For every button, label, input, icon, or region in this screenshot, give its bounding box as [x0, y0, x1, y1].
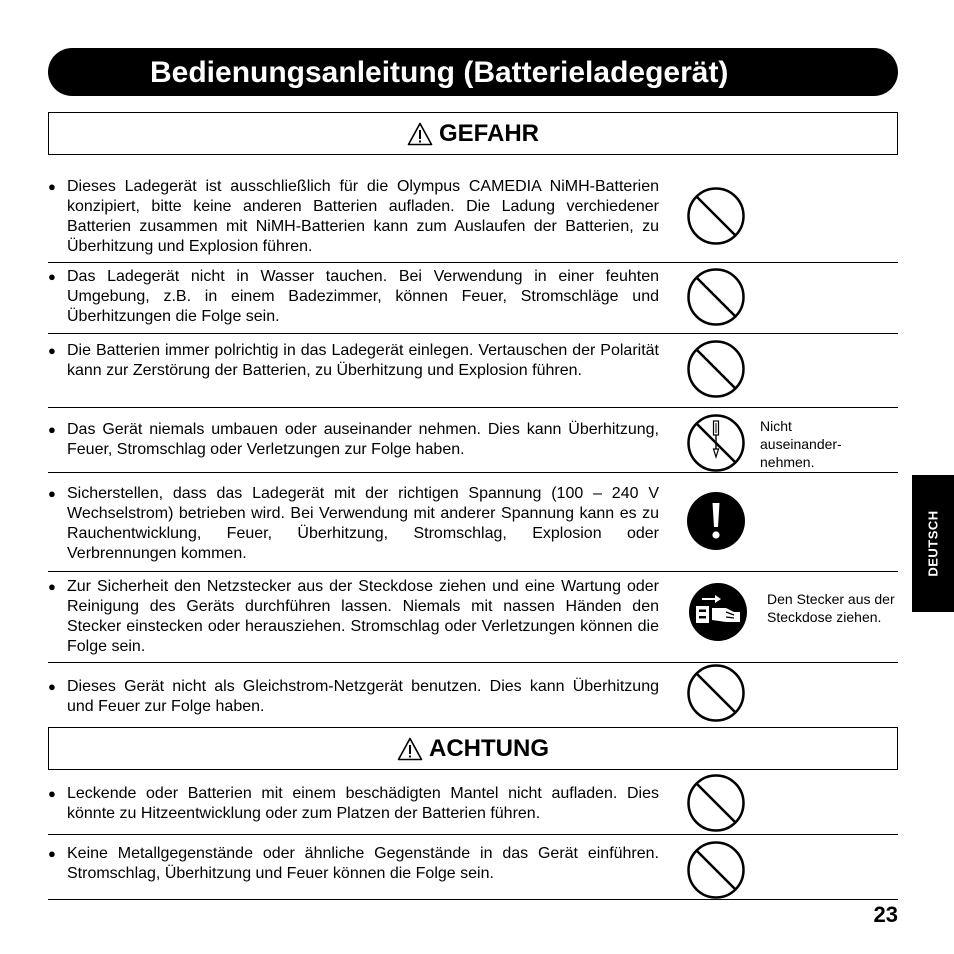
divider	[48, 333, 898, 334]
divider	[48, 571, 898, 572]
divider	[48, 407, 898, 408]
danger-item-7	[48, 677, 659, 717]
caution-item-2	[48, 844, 659, 884]
danger-item-4	[48, 420, 659, 460]
caution-section-header	[48, 727, 898, 770]
bullet: ●	[48, 579, 56, 594]
prohibited-icon	[686, 773, 746, 833]
prohibited-icon	[686, 339, 746, 399]
divider	[48, 472, 898, 473]
danger-item-4-text: Das Gerät niemals umbauen oder auseinander nehmen. Dies kann Überhitzung, Feuer, Stromschlag oder Verletzungen zur Folge haben.	[67, 421, 659, 458]
bullet: ●	[48, 422, 56, 437]
divider	[48, 834, 898, 835]
prohibited-icon	[686, 267, 746, 327]
bullet: ●	[48, 679, 56, 694]
mandatory-action-icon	[686, 491, 746, 551]
bullet: ●	[48, 486, 56, 501]
warning-triangle-icon	[407, 122, 433, 146]
bullet: ●	[48, 343, 56, 358]
divider	[48, 899, 898, 900]
bullet: ●	[48, 846, 56, 861]
title-banner	[48, 48, 898, 96]
page-number: 23	[873, 902, 898, 927]
caution-section-title: ACHTUNG	[429, 734, 549, 762]
danger-section-header	[48, 112, 898, 155]
warning-triangle-icon	[397, 737, 423, 761]
danger-section-title: GEFAHR	[438, 119, 539, 147]
danger-item-5	[48, 484, 659, 564]
danger-item-3	[48, 341, 659, 381]
divider	[48, 662, 898, 663]
caution-item-1	[48, 784, 659, 824]
danger-item-7-text: Dieses Gerät nicht als Gleichstrom-Netzgerät benutzen. Dies kann Überhitzung und Feuer zur Folge haben.	[67, 678, 659, 715]
bullet: ●	[48, 786, 56, 801]
no-disassembly-caption: Nicht auseinander-nehmen.	[760, 418, 842, 470]
danger-item-6	[48, 577, 659, 657]
caution-item-2-text: Keine Metallgegenstände oder ähnliche Gegenstände in das Gerät einführen. Stromschlag, Überhitzung und Feuer können die Folge sein.	[67, 845, 659, 882]
prohibited-icon	[686, 186, 746, 246]
divider	[48, 262, 898, 263]
language-tab-label: DEUTSCH	[925, 510, 941, 577]
danger-item-6-text: Zur Sicherheit den Netzstecker aus der Steckdose ziehen und eine Wartung oder Reinigung des Geräts durchführen lassen. Niemals mit nassen Händen den Stecker einstecken oder herausziehen. Stromschlag oder Verletzungen können die Folge sein.	[67, 578, 659, 655]
language-tab	[912, 475, 954, 612]
unplug-icon	[688, 582, 748, 642]
page-title: Bedienungsanleitung (Batterieladegerät)	[150, 56, 729, 89]
danger-item-5-text: Sicherstellen, dass das Ladegerät mit der richtigen Spannung (100 – 240 V Wechselstrom) betrieben wird. Bei Verwendung mit anderer Spannung kann es zu Rauchentwicklung, Feuer, Überhitzung, Stromschlag, Explosion oder Verbrennungen kommen.	[67, 485, 659, 562]
caution-item-1-text: Leckende oder Batterien mit einem beschädigten Mantel nicht aufladen. Dies könnte zu Hitzeentwicklung oder zum Platzen der Batterien führen.	[67, 785, 659, 822]
unplug-caption: Den Stecker aus der Steckdose ziehen.	[767, 591, 895, 625]
danger-item-2	[48, 267, 659, 327]
prohibited-icon	[686, 663, 746, 723]
no-disassembly-icon	[686, 413, 746, 473]
bullet: ●	[48, 179, 56, 194]
danger-item-2-text: Das Ladegerät nicht in Wasser tauchen. Bei Verwendung in einer feuhten Umgebung, z.B. in einem Badezimmer, können Feuer, Stromschläge und Überhitzungen die Folge sein.	[67, 268, 659, 325]
danger-item-1-text: Dieses Ladegerät ist ausschließlich für die Olympus CAMEDIA NiMH-Batterien konzipiert, bitte keine anderen Batterien aufladen. Die Ladung verchiedener Batterien zusammen mit NiMH-Batterien kann zum Auslaufen der Batterien, zu Überhitzung und Explosion führen.	[67, 178, 659, 255]
danger-item-3-text: Die Batterien immer polrichtig in das Ladegerät einlegen. Vertauschen der Polarität kann zur Zerstörung der Batterien, zu Überhitzung und Explosion führen.	[67, 342, 659, 379]
prohibited-icon	[686, 840, 746, 900]
danger-item-1	[48, 177, 659, 257]
bullet: ●	[48, 269, 56, 284]
